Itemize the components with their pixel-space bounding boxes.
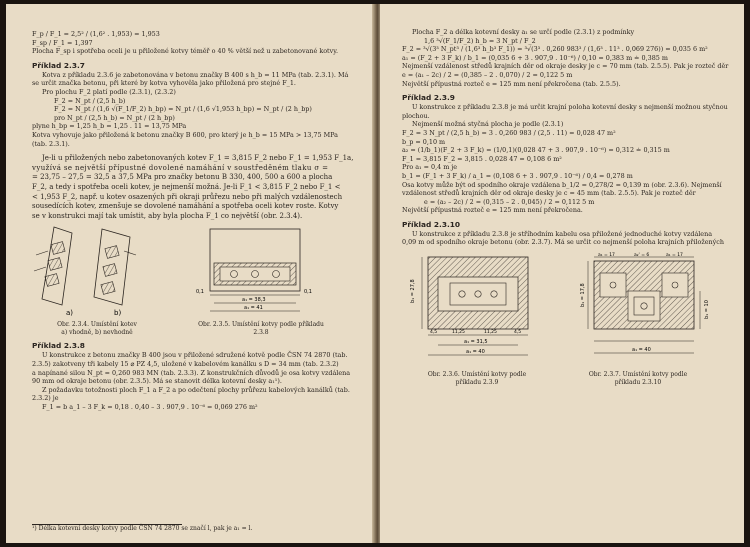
paragraph-line: 0,09 m od spodního okraje betonu (obr. 2.3.7). Má se určit co nejmenší poloha krajních přiložených [402,238,724,247]
paragraph-line: Z požadavku totožnosti ploch F_1 a F_2 a po odečtení plochy průřezu kabelových kanálků (tab. [42,385,350,394]
dimension-label: a₁ = 40 [632,347,651,354]
example-heading: Příklad 2.3.7 [32,60,85,70]
paragraph-line: = 23,75 – 27,5 = 32,5 a 37,5 MPa pro značky betonu B 330, 400, 500 a 600 a plocha [32,173,333,182]
dimension-label: 11,25 [484,330,497,336]
equation-line: F_2 = ³√(3³ N_pt³ / (1,6³ h_b³ F_1)) = ³√(3³ . 0,260 983³ / (1,6³ . 11³ . 0,069 276)) = 0,035 6 m² [402,45,708,54]
figure-caption: Obr. 2.3.5. Umístění kotvy podle příkladu [198,321,324,329]
paragraph-line: F_2, a tedy i spotřeba oceli kotev, je nejmenší možná. Je-li F_1 < 3,815 F_2 nebo F_1 < [32,182,341,191]
paragraph-line: se určit značka betonu, při které by kotva vyhověla jako přiložená pro stejné F_1. [32,79,296,88]
equation-line: F_1 = 3,815 F_2 = 3,815 . 0,028 47 = 0,108 6 m² [402,154,562,163]
anchor-arrangement-b [94,229,136,305]
paragraph-line: se v konstrukci mají tak umístit, aby byla plocha F_1 co největší (obr. 2.3.4). [32,211,303,220]
paragraph-line: Je-li u přiložených nebo zabetonovaných kotev F_1 = 3,815 F_2 nebo F_1 = 1,953 F_1a, [42,154,354,163]
anchor-section-drawing [402,251,552,367]
example-heading: Příklad 2.3.10 [402,219,461,229]
figure-caption: příkladu 2.3.9 [455,378,499,386]
equation-line: F_2 = N_pt / (2,5 h_b) [54,96,126,105]
paragraph-line: U konstrukce z příkladu 2.3.8 je stříhodním kabelu osa přiložené jednoduché kotvy vzdálena [412,229,713,238]
figure-caption: a) vhodně, b) nevhodně [61,328,133,336]
footnote-text: ¹) Délka kotevní desky kotvy podle ČSN 74 2870 se značí l, pak je a₁ = l. [32,525,253,532]
equation-line: pro N_pt / (2,5 h_b) = N_pt / (2 h_bp) [54,113,175,122]
figure-caption: 2.3.8 [253,328,269,336]
paragraph-line: U konstrukce z příkladu 2.3.8 je má určit krajní poloha kotevní desky s nejmenší možnou styčnou [412,103,728,112]
figure-2-3-6 [402,251,552,386]
dimension-label: a₁ = 17 [598,253,615,259]
dimension-label: a₁ = 31,5 [464,339,488,346]
paragraph-line: 2.3.2) je [32,394,59,403]
equation-line: F_2 = 3 N_pt / (2,5 h_b) = 3 . 0,260 983 / (2,5 . 11) = 0,028 47 m² [402,128,616,137]
paragraph-line: využívá se největší přípustné dovolené namáhání v soustředěném tlaku σ = [32,163,329,172]
equation-line: e = (a₁ – 2c) / 2 = (0,385 – 2 . 0,070) / 2 = 0,122 5 m [402,70,573,79]
paragraph-line: plyne h_bp = 1,25 h_b = 1,25 . 11 = 13,75 MPa [32,122,187,131]
figure-caption: Obr. 2.3.6. Umístění kotvy podle [427,371,527,379]
figure-caption: Obr. 2.3.7. Umístění kotvy podle [588,371,688,379]
dimension-label: 11,25 [452,330,465,336]
equation-line: a₁ = (F_2 + 3 F_k) / b_1 = (0,035 6 + 3 . 907,9 . 10⁻⁶) / 0,10 = 0,383 m ≐ 0,385 m [402,53,668,62]
dimension-label: 4,5 [514,330,522,336]
dimension-label: b₁ = 17,8 [580,283,586,308]
example-heading: Příklad 2.3.9 [402,93,455,103]
dimension-label: b₁ = 10 [704,300,710,320]
paragraph-line: Největší přípustná rozteč e = 125 mm není překročena. [402,206,583,215]
paragraph-line: Kotva z příkladu 2.3.6 je zabetonována v betonu značky B 400 s h_b = 11 MPa (tab. 2.3.1). Má [42,70,349,79]
equation-line: F_2 = N_pt / (1,6 √(F_1/F_2) h_bp) = N_pt / (1,6 √1,953 h_bp) = N_pt / (2 h_bp) [54,105,312,114]
paragraph-line: Plocha F_2 a délka kotevní desky a₁ se určí podle (2.3.1) z podmínky [412,28,635,36]
paragraph-line: Nejmenší možná styčná plocha je podle (2.3.1) [412,120,564,129]
right-page [380,4,744,543]
figure-caption: příkladu 2.3.10 [614,378,662,386]
equation-line: b_1 = (F_1 + 3 F_k) / a_1 = (0,108 6 + 3 . 907,9 . 10⁻⁶) / 0,4 = 0,278 m [402,171,633,180]
anchor-placement-drawing [32,225,162,317]
example-heading: Příklad 2.3.8 [32,341,85,351]
book-spread [6,4,744,543]
label-a: a) [66,309,74,318]
equation-line: F_sp / F_1 = 1,397 [32,38,93,47]
paragraph-line: sousedících kotev, zmenšuje se dovolené namáhání a spotřeba oceli kotev roste. Kotvy [32,202,339,211]
anchor-arrangement-a [34,227,72,305]
anchor-section-drawing [554,251,722,367]
paragraph-line: Nejmenší vzdálenost středů krajních děr od okraje desky je c = 70 mm (tab. 2.5.5). Pak je rozteč děr [402,62,729,71]
dimension-label: a₁ = 38,3 [242,297,266,304]
figure-2-3-7 [554,251,722,386]
equation-line: a₂ = (1/b_1)(F_2 + 3 F_k) = (1/0,1)(0,028 47 + 3 . 907,9 . 10⁻⁶) = 0,312 ≐ 0,315 m [402,146,670,155]
dimension-label: a₂' = 6 [634,253,650,259]
paragraph-line: 2.3.5) zakotveny tři kabely 15 ⌀ PZ 4,5, uložené v kabelovém kanálku s D = 34 mm (tab. 2.3.2) [32,360,339,369]
dimension-label: 0,1 [304,289,312,296]
equation-line: F_p / F_1 = 2,5² / (1,6² . 1,953) = 1,953 [32,30,160,38]
paragraph-line: vzdálenost středů krajních děr od okraje desky je c = 45 mm (tab. 2.5.5). Pak je rozteč děr [402,189,696,198]
paragraph-line: Plocha F_sp i spotřeba oceli je u přiložené kotvy téměř o 40 % větší než u zabetonované kotvy. [32,47,339,56]
dimension-label: a₁ = 41 [244,305,263,312]
paragraph-line: (tab. 2.3.1). [32,139,70,148]
dimension-label: 4,5 [430,330,438,336]
equation-line: 1,6 ³√(F_1/F_2) h_b = 3 N_pt / F_2 [424,36,536,45]
figure-caption: Obr. 2.3.4. Umístění kotev [57,321,137,329]
paragraph-line: Kotva vyhovuje jako přiložená k betonu značky B 600, pro který je h_b = 15 MPa > 13,75 MPa [32,130,338,139]
figure-2-3-4 [32,225,162,336]
dimension-label: 0,1 [196,289,204,296]
paragraph-line: U konstrukce z betonu značky B 400 jsou v přiložené sdružené kotvě podle ČSN 74 2870 (tab. [42,351,348,360]
paragraph-line: Pro plochu F_2 platí podle (2.3.1), (2.3.2) [42,87,176,96]
equation-line: b_p = 0,10 m [402,137,446,146]
paragraph-line: 90 mm od okraje betonu (obr. 2.3.5). Má se stanovit délka kotevní desky a₁¹). [32,377,282,386]
paragraph-line: plochou. [402,111,430,120]
left-page [6,4,374,543]
footnote [32,522,252,533]
paragraph-line: < 1,953 F_2, např. u kotev osazených při okraji průřezu nebo při malých vzdálenostech [32,192,343,201]
figure-2-3-5 [166,225,356,336]
label-b: b) [114,309,122,318]
dimension-label: a₁ = 40 [466,349,485,356]
anchor-section-drawing [166,225,356,317]
equation-line: F_1 = b a_1 – 3 F_k = 0,18 . 0,40 – 3 . 907,9 . 10⁻⁶ = 0,069 276 m² [42,403,258,412]
paragraph-line: Největší přípustná rozteč e = 125 mm není překročena (tab. 2.5.5). [402,79,621,88]
dimension-label: a₁ = 17 [666,253,683,259]
paragraph-line: Pro a₁ = 0,4 m je [402,163,458,172]
paragraph-line: Osa kotvy může být od spodního okraje vzdálena b_1/2 = 0,278/2 = 0,139 m (obr. 2.3.6). Nejmenší [402,180,722,189]
equation-line: e = (a₂ – 2c) / 2 = (0,315 – 2 . 0,045) / 2 = 0,112 5 m [424,197,595,206]
paragraph-line: a napínané silou N_pt = 0,260 983 MN (tab. 2.3.3). Z konstrukčních důvodů je osa kotvy vzdálena [32,368,351,377]
dimension-label: b₁ = 27,8 [410,279,416,304]
